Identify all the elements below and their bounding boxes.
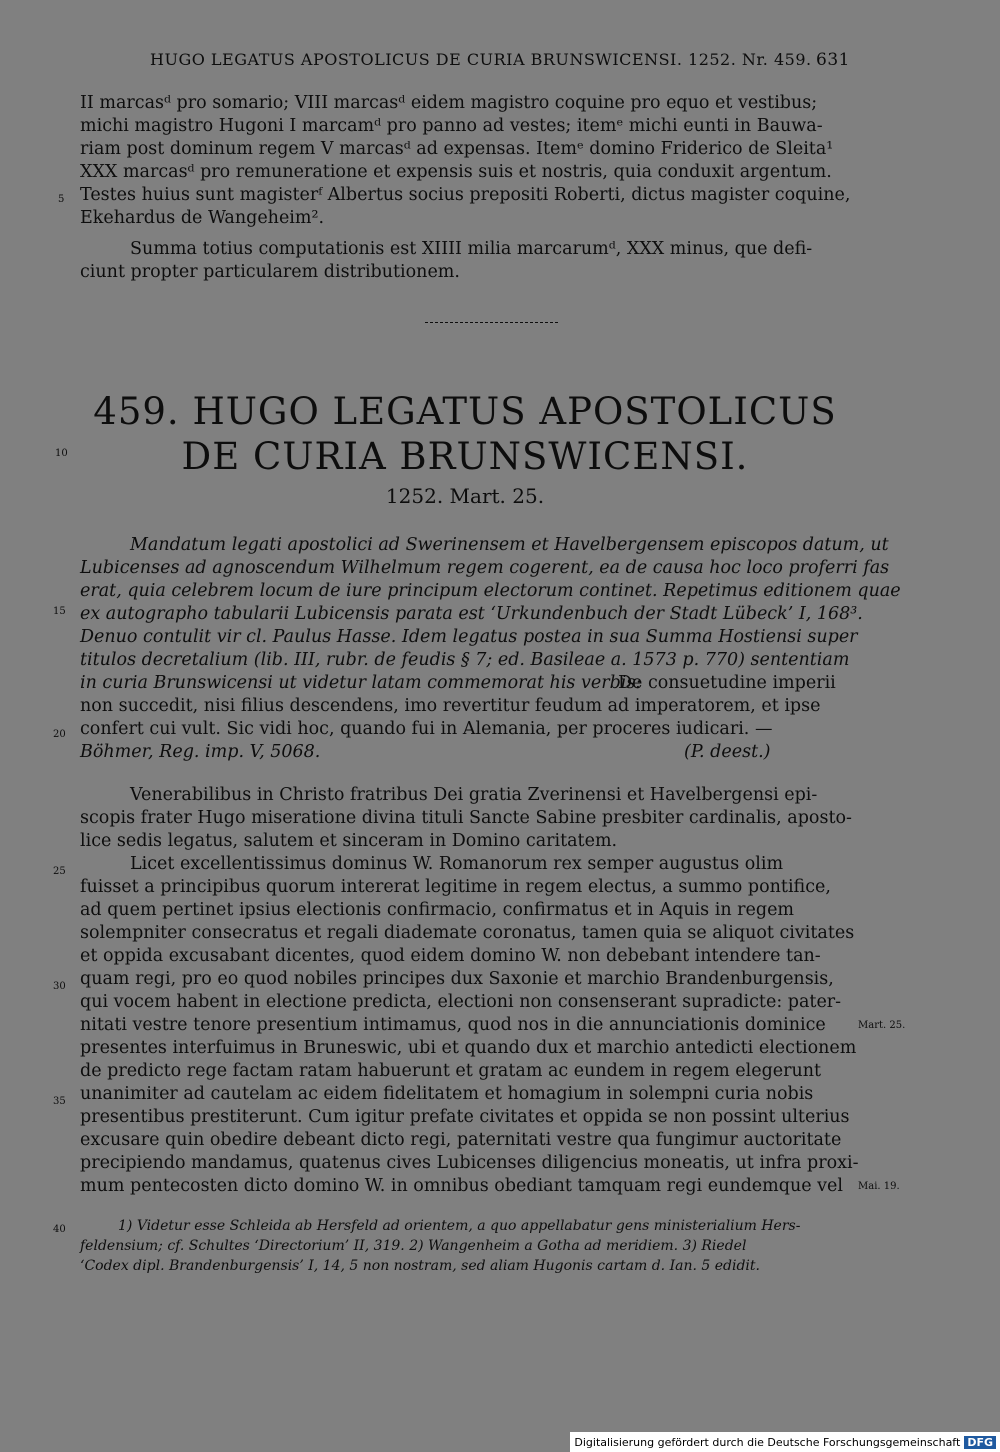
intro-quote-line: confert cui vult. Sic vidi hoc, quando fui in Alemania, per proceres iudicari. — — [80, 719, 773, 739]
line-number: 5 — [58, 194, 65, 205]
text-line: michi magistro Hugoni I marcamᵈ pro panno ad vestes; itemᵉ michi eunti in Bauwa- — [80, 116, 823, 136]
body-line: Licet excellentissimus dominus W. Romanorum rex semper augustus olim — [130, 854, 784, 874]
intro-quote-line: non succedit, nisi filius descendens, imo revertitur feudum ad imperatorem, et ipse — [80, 696, 821, 716]
margin-date-note: Mart. 25. — [858, 1020, 906, 1031]
dfg-logo-icon: DFG — [964, 1436, 996, 1449]
text-line: Testes huius sunt magisterᶠ Albertus socius prepositi Roberti, dictus magister coquine, — [80, 185, 851, 205]
digitization-credit — [570, 1432, 1000, 1452]
body-line: excusare quin obedire debeant dicto regi, paternitati vestre qua fungimur auctoritate — [80, 1130, 842, 1150]
document-title: 459. HUGO LEGATUS APOSTOLICUS — [93, 390, 837, 433]
body-line: de predicto rege factam ratam habuerunt et gratam ac eundem in regem elegerunt — [80, 1061, 822, 1081]
line-number: 35 — [53, 1096, 66, 1107]
document-date: 1252. Mart. 25. — [385, 484, 545, 508]
body-line: unanimiter ad cautelam ac eidem fidelitatem et homagium in solempni curia nobis — [80, 1084, 814, 1104]
body-line: mum pentecosten dicto domino W. in omnibus obediant tamquam regi eundemque vel — [80, 1176, 843, 1196]
intro-line: Denuo contulit vir cl. Paulus Hasse. Idem legatus postea in sua Summa Hostiensi super — [80, 627, 858, 647]
running-title: HUGO LEGATUS APOSTOLICUS DE CURIA BRUNSWICENSI. 1252. Nr. 459. — [150, 50, 812, 69]
page-number: 631 — [816, 50, 850, 70]
body-line: quam regi, pro eo quod nobiles principes dux Saxonie et marchio Brandenburgensis, — [80, 969, 834, 989]
intro-line: ex autographo tabularii Lubicensis parata est ‘Urkundenbuch der Stadt Lübeck’ I, 168³. — [80, 604, 863, 624]
line-number: 10 — [55, 448, 68, 459]
body-line: scopis frater Hugo miseratione divina tituli Sancte Sabine presbiter cardinalis, aposto- — [80, 808, 852, 828]
text-line: Ekehardus de Wangeheim². — [80, 208, 325, 228]
intro-line: erat, quia celebrem locum de iure principum electorum continet. Repetimus editionem quae — [80, 581, 901, 601]
regesta-reference: Böhmer, Reg. imp. V, 5068. — [80, 742, 321, 762]
body-line: ad quem pertinet ipsius electionis confirmacio, confirmatus et in Aquis in regem — [80, 900, 795, 920]
text-line: II marcasᵈ pro somario; VIII marcasᵈ eidem magistro coquine pro equo et vestibus; — [80, 93, 818, 113]
footnote-line: 1) Videtur esse Schleida ab Hersfeld ad orientem, a quo appellabatur gens ministerialium Hers- — [118, 1218, 801, 1234]
text-line: ciunt propter particularem distributionem. — [80, 262, 460, 282]
text-line: XXX marcasᵈ pro remuneratione et expensis suis et nostris, quia conduxit argentum. — [80, 162, 832, 182]
section-separator — [425, 322, 558, 323]
document-title-line-2: DE CURIA BRUNSWICENSI. — [181, 435, 749, 478]
intro-line: Lubicenses ad agnoscendum Wilhelmum regem cogerent, ea de causa hoc loco proferri fas — [80, 558, 890, 578]
body-line: presentes interfuimus in Bruneswic, ubi et quando dux et marchio antedicti electionem — [80, 1038, 857, 1058]
line-number: 40 — [53, 1224, 66, 1235]
margin-date-note: Mai. 19. — [858, 1181, 900, 1192]
body-line: et oppida excusabant dicentes, quod eidem domino W. non debebant intendere tan- — [80, 946, 821, 966]
body-line: nitati vestre tenore presentium intimamus, quod nos in die annunciationis dominice — [80, 1015, 826, 1035]
body-line: Venerabilibus in Christo fratribus Dei gratia Zverinensi et Havelbergensi epi- — [130, 785, 818, 805]
body-line: lice sedis legatus, salutem et sinceram in Domino caritatem. — [80, 831, 618, 851]
body-line: fuisset a principibus quorum intererat legitime in regem electus, a summo pontifice, — [80, 877, 831, 897]
line-number: 15 — [53, 606, 66, 617]
line-number: 30 — [53, 981, 66, 992]
text-line: riam post dominum regem V marcasᵈ ad expensas. Itemᵉ domino Friderico de Sleita¹ — [80, 139, 834, 159]
body-line: presentibus prestiterunt. Cum igitur prefate civitates et oppida se non possint ulterius — [80, 1107, 850, 1127]
edition-note: (P. deest.) — [684, 742, 771, 762]
intro-line: Mandatum legati apostolici ad Swerinensem et Havelbergensem episcopos datum, ut — [130, 535, 889, 555]
line-number: 25 — [53, 866, 66, 877]
running-header — [150, 50, 850, 69]
credit-text: Digitalisierung gefördert durch die Deutsche Forschungsgemeinschaft — [574, 1435, 961, 1449]
intro-quote-start: De consuetudine imperii — [618, 673, 836, 693]
line-number: 20 — [53, 729, 66, 740]
body-line: precipiendo mandamus, quatenus cives Lubicenses diligencius moneatis, ut infra proxi- — [80, 1153, 859, 1173]
intro-line: in curia Brunswicensi ut videtur latam commemorat his verbis: — [80, 673, 642, 693]
body-line: qui vocem habent in electione predicta, electioni non consenserant supradicte: pater- — [80, 992, 842, 1012]
intro-line: titulos decretalium (lib. III, rubr. de feudis § 7; ed. Basileae a. 1573 p. 770) sententiam — [80, 650, 850, 670]
footnote-line: ‘Codex dipl. Brandenburgensis’ I, 14, 5 non nostram, sed aliam Hugonis cartam d. Ian. 5 edidit. — [80, 1258, 760, 1274]
footnote-line: feldensium; cf. Schultes ‘Directorium’ II, 319. 2) Wangenheim a Gotha ad meridiem. 3) Riedel — [80, 1238, 747, 1254]
text-line: Summa totius computationis est XIIII milia marcarumᵈ, XXX minus, que defi- — [130, 239, 813, 259]
body-line: solempniter consecratus et regali diademate coronatus, tamen quia se aliquot civitates — [80, 923, 855, 943]
